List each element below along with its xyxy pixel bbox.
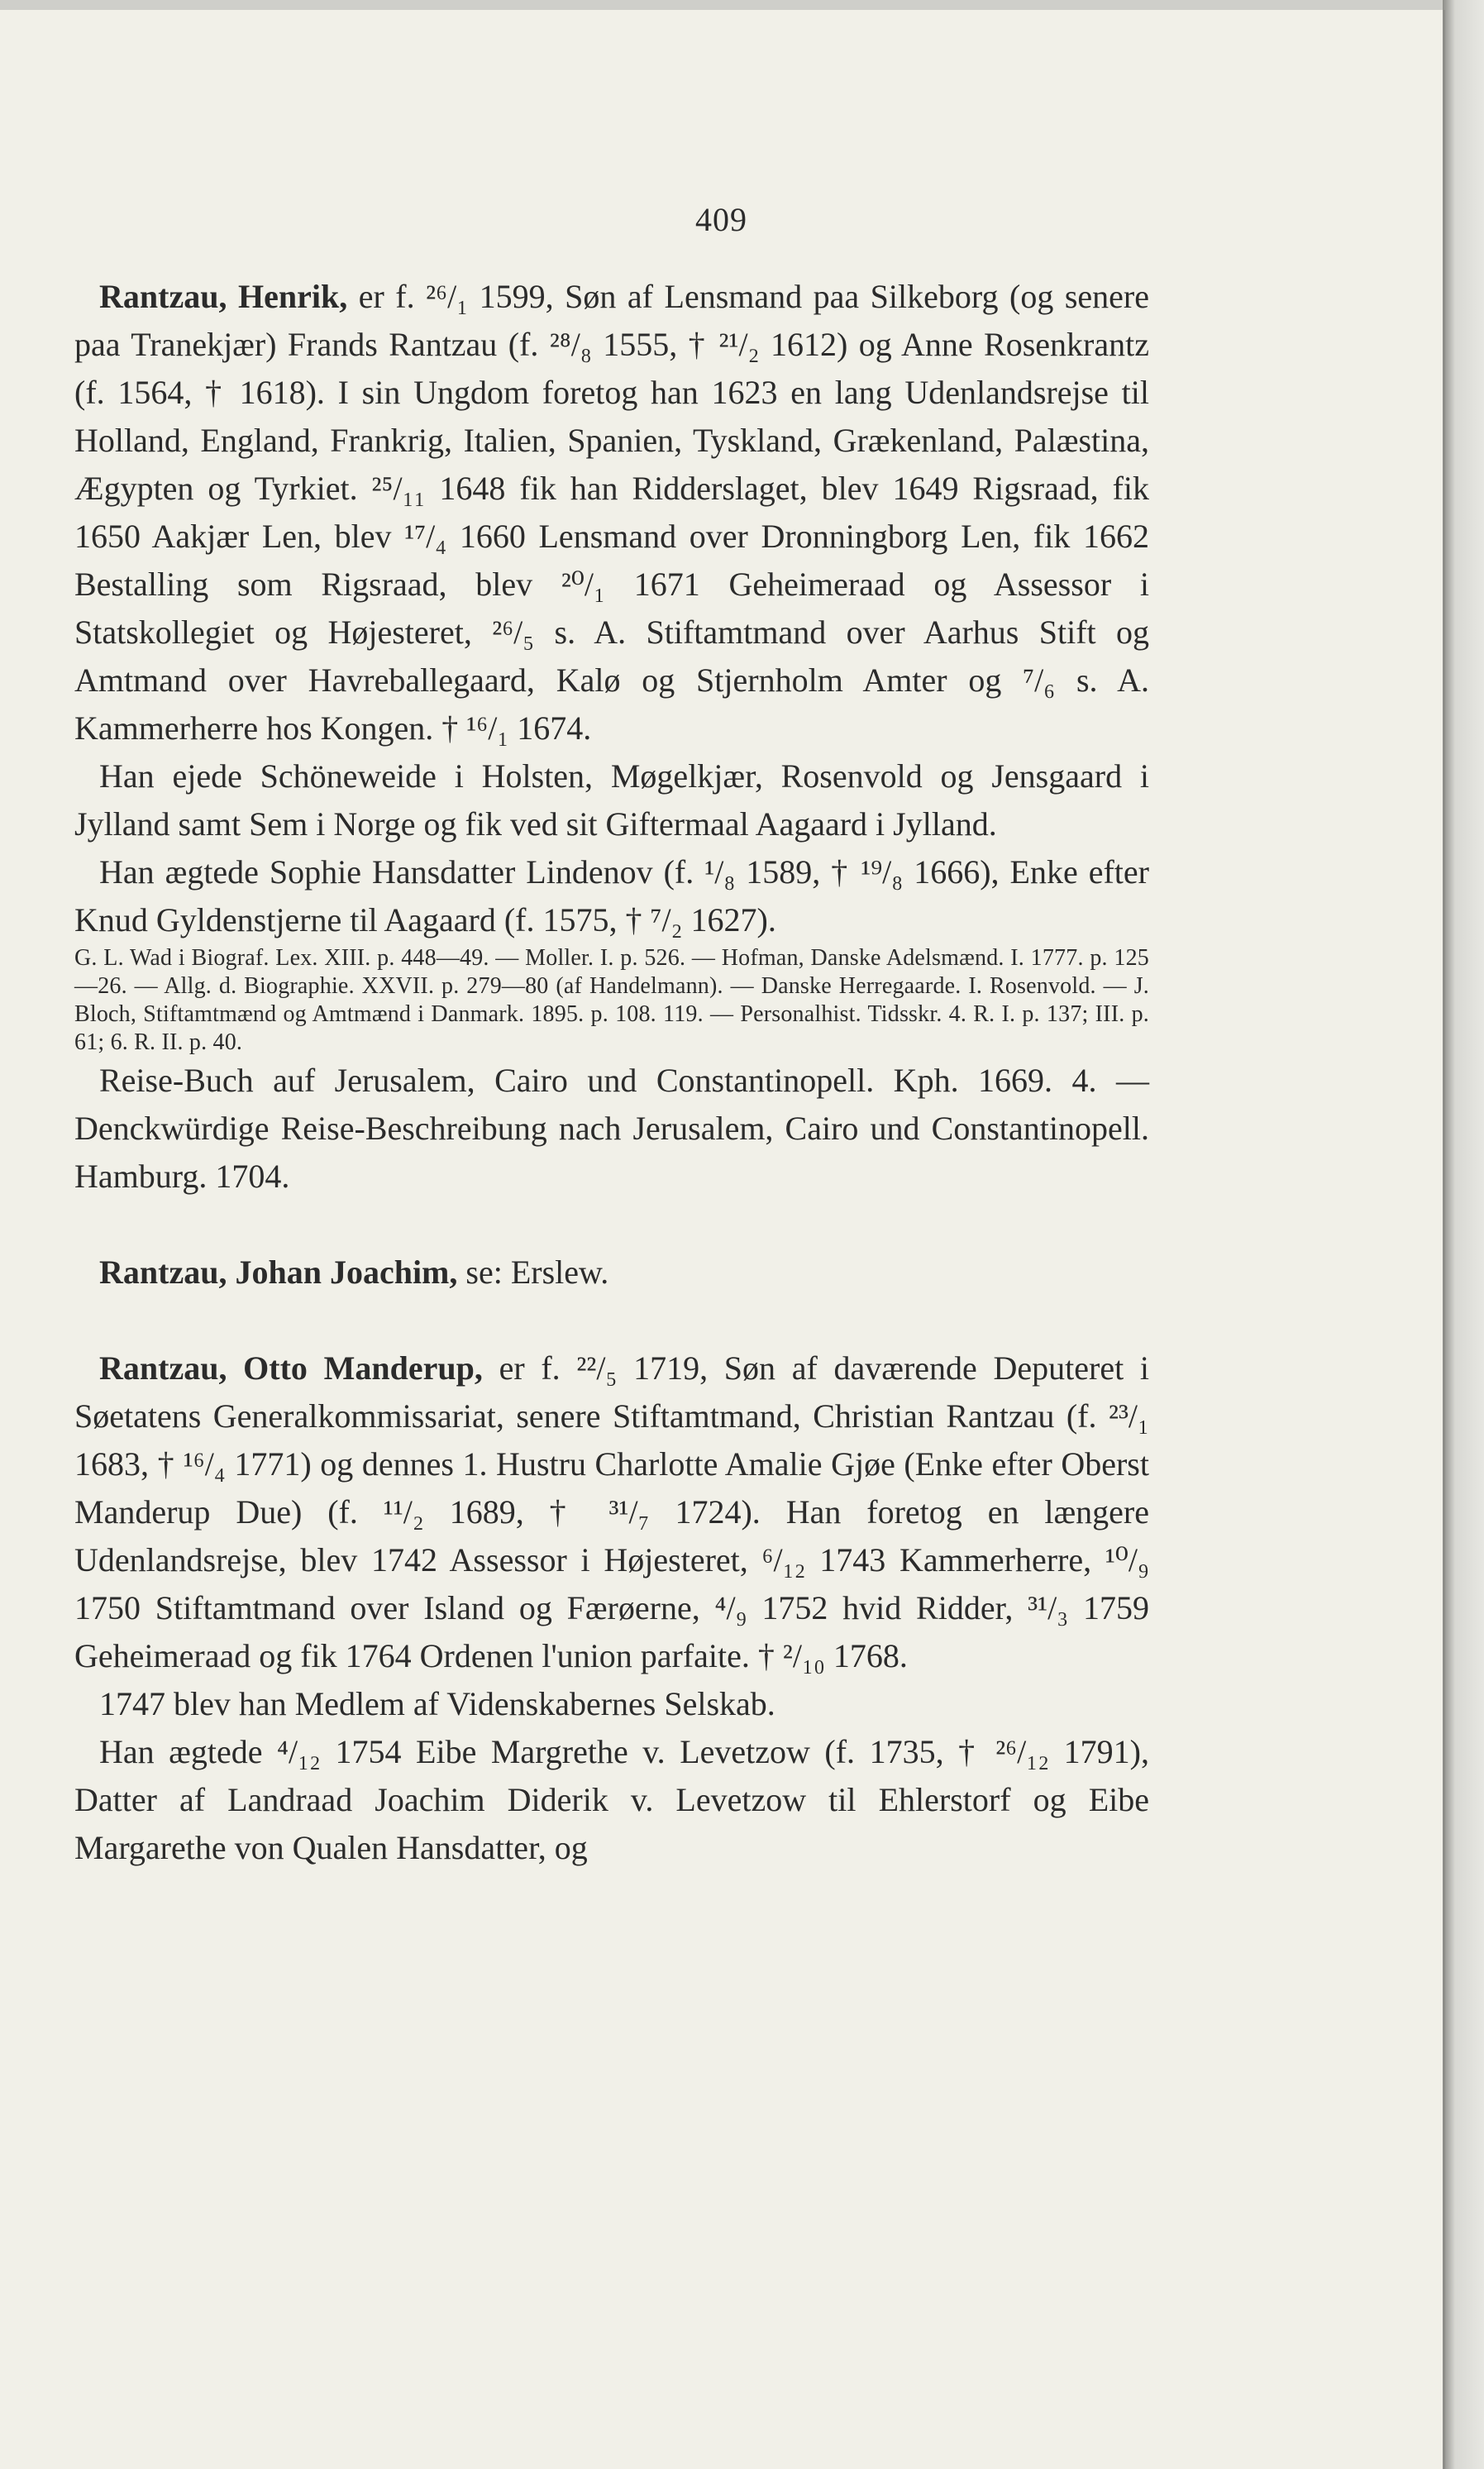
entry-henrik-rantzau [74, 273, 1149, 1201]
entry-text: er f. ²²/₅ 1719, Søn af daværende Deputeret i Søetatens Generalkommissariat, senere Stiftamtmand, Christian Rantzau (f. ²³/₁ 1683, † ¹⁶/₄ 1771) og dennes 1. Hustru Charlotte Amalie Gjøe (Enke efter Oberst Manderup Due) (f. ¹¹/₂ 1689, † ³¹/₇ 1724). Han foretog en længere Udenlandsrejse, blev 1742 Assessor i Højesteret, ⁶/₁₂ 1743 Kammerherre, ¹⁰/₉ 1750 Stiftamtmand over Island og Færøerne, ⁴/₉ 1752 hvid Ridder, ³¹/₃ 1759 Geheimeraad og fik 1764 Ordenen l'union parfaite. † ²/₁₀ 1768. [74, 1349, 1150, 1674]
entry-paragraph: 1747 blev han Medlem af Videnskabernes Selskab. [99, 1685, 775, 1722]
bibliography: Reise-Buch auf Jerusalem, Cairo und Constantinopell. Kph. 1669. 4. — Denckwürdige Reise-Beschreibung nach Jerusalem, Cairo und Constantinopell. Hamburg. 1704. [74, 1062, 1149, 1195]
references: G. L. Wad i Biograf. Lex. XIII. p. 448—49. — Moller. I. p. 526. — Hofman, Danske Adelsmænd. I. 1777. p. 125—26. — Allg. d. Biographie. XXVII. p. 279—80 (af Handelmann). — Danske Herregaarde. I. Rosenvold. — J. Bloch, Stiftamtmænd og Amtmænd i Danmark. 1895. p. 108. 119. — Personalhist. Tidsskr. 4. R. I. p. 137; III. p. 61; 6. R. II. p. 40. [74, 945, 1149, 1055]
entry-johan-joachim-rantzau [74, 1249, 1149, 1297]
entry-paragraph [74, 1249, 1149, 1297]
entry-paragraph: Han ejede Schöneweide i Holsten, Møgelkjær, Rosenvold og Jensgaard i Jylland samt Sem i Norge og fik ved sit Giftermaal Aagaard i Jylland. [74, 757, 1149, 843]
page-number: 409 [695, 201, 747, 238]
entry-paragraph [74, 273, 1149, 752]
entry-name: Rantzau, Henrik, [99, 278, 348, 315]
entry-text: er f. ²⁶/₁ 1599, Søn af Lensmand paa Silkeborg (og senere paa Tranekjær) Frands Rantzau (f. ²⁸/₈ 1555, † ²¹/₂ 1612) og Anne Rosenkrantz (f. 1564, † 1618). I sin Ungdom foretog han 1623 en lang Udenlandsrejse til Holland, England, Frankrig, Italien, Spanien, Tyskland, Grækenland, Palæstina, Ægypten og Tyrkiet. ²⁵/₁₁ 1648 fik han Ridderslaget, blev 1649 Rigsraad, fik 1650 Aakjær Len, blev ¹⁷/₄ 1660 Lensmand over Dronningborg Len, fik 1662 Bestalling som Rigsraad, blev ²⁰/₁ 1671 Geheimeraad og Assessor i Statskollegiet og Højesteret, ²⁶/₅ s. A. Stiftamtmand over Aarhus Stift og Amtmand over Havreballegaard, Kalø og Stjernholm Amter og ⁷/₆ s. A. Kammerherre hos Kongen. † ¹⁶/₁ 1674. [74, 278, 1149, 747]
entry-text: se: Erslew. [465, 1254, 609, 1291]
entry-paragraph: Han ægtede ⁴/₁₂ 1754 Eibe Margrethe v. Levetzow (f. 1735, † ²⁶/₁₂ 1791), Datter af Landraad Joachim Diderik v. Levetzow til Ehlerstorf og Eibe Margarethe von Qualen Hansdatter, og [74, 1733, 1149, 1866]
entry-name: Rantzau, Otto Manderup, [99, 1349, 483, 1387]
book-page [0, 10, 1445, 2469]
book-spine-edge [1443, 0, 1484, 2469]
entry-otto-manderup-rantzau [74, 1344, 1149, 1872]
page-content [74, 273, 1149, 1920]
entry-paragraph: Han ægtede Sophie Hansdatter Lindenov (f. ¹/₈ 1589, † ¹⁹/₈ 1666), Enke efter Knud Gyldenstjerne til Aagaard (f. 1575, † ⁷/₂ 1627). [74, 853, 1149, 938]
entry-name: Rantzau, Johan Joachim, [99, 1254, 458, 1291]
entry-paragraph [74, 1344, 1149, 1680]
